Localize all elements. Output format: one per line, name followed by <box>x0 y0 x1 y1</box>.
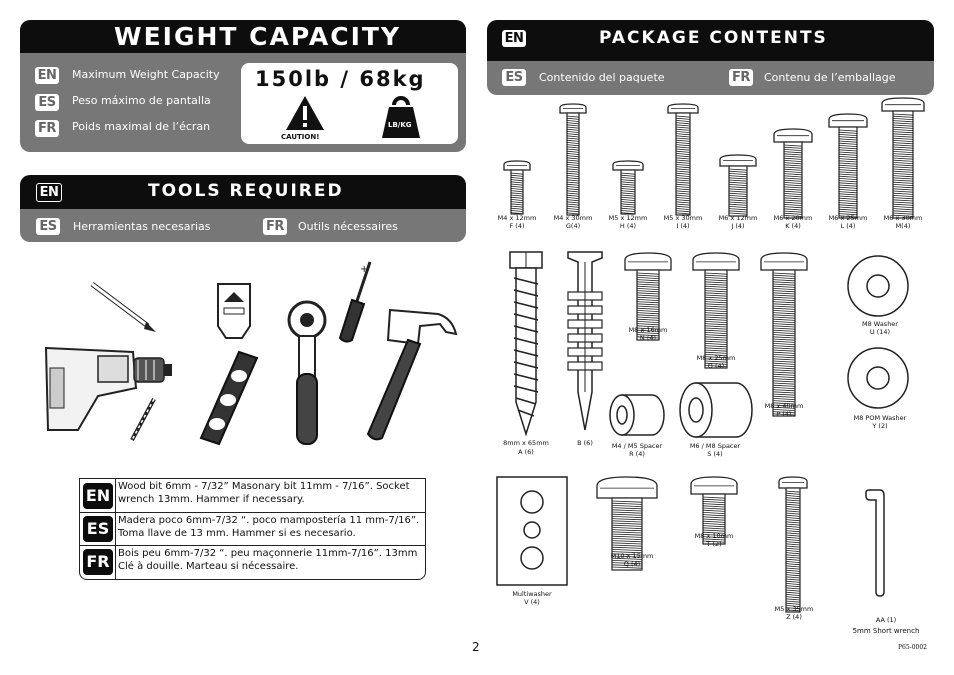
lang-badge-fr: FR <box>35 120 59 137</box>
note-en-line2: wrench 13mm. Hammer if necessary. <box>118 494 305 505</box>
screw-row1-2-icon <box>610 160 646 216</box>
screw-row1-6-icon <box>826 113 870 220</box>
notes-col-divider <box>115 479 116 579</box>
multiwasher-icon <box>496 476 568 586</box>
note-lang-fr: FR <box>83 549 113 575</box>
drill-bit-icon <box>126 396 158 444</box>
screw-row1-size-7: M6 x 30mm <box>883 214 923 222</box>
note-en <box>118 480 458 506</box>
weight-capacity-header <box>20 20 466 53</box>
part-t-size: M8 x 10mm <box>694 532 734 540</box>
tool-notes-box <box>79 478 426 580</box>
weight-row-es: Peso máximo de pantalla <box>72 94 211 107</box>
note-fr-line1: Bois peu 6mm-7/32 “. peu maçonnerie 11mm-7/16”. 13mm <box>118 548 418 559</box>
note-fr-line2: Clé à douille. Marteau si nécessaire. <box>118 561 299 572</box>
screw-row1-code-1: G(4) <box>565 222 581 230</box>
tools-subheader <box>20 209 466 242</box>
part-q-size: M10 x 15mm <box>610 552 654 560</box>
weight-icon <box>381 95 421 139</box>
capacity-value: 150lb / 68kg <box>255 67 426 91</box>
screw-row1-size-1: M4 x 30mm <box>553 214 593 222</box>
caution-label: CAUTION! <box>281 133 320 141</box>
pom-washer-icon <box>846 346 910 410</box>
hammer-icon <box>360 304 460 444</box>
package-title: PACKAGE CONTENTS <box>599 28 828 48</box>
screw-row1-size-5: M6 x 20mm <box>773 214 813 222</box>
tools-fr-text: Outils nécessaires <box>298 220 398 233</box>
part-a-code: A (6) <box>518 448 534 456</box>
screw-row1-code-5: K (4) <box>785 222 801 230</box>
screw-row1-size-2: M5 x 12mm <box>608 214 648 222</box>
part-y-size: M8 POM Washer <box>853 414 907 422</box>
screw-row1-0-icon <box>501 160 533 216</box>
part-u-size: M8 Washer <box>862 320 898 328</box>
part-o-icon <box>690 252 742 370</box>
screw-row1-5-icon <box>771 128 815 220</box>
package-es-text: Contenido del paquete <box>539 71 665 84</box>
package-lang-en: EN <box>502 30 526 47</box>
screw-row1-size-0: M4 x 12mm <box>497 214 537 222</box>
part-z-size: M5 x 35mm <box>774 605 814 613</box>
part-p-icon <box>758 252 810 418</box>
package-fr-text: Contenu de l’emballage <box>764 71 896 84</box>
part-s-code: S (4) <box>707 450 723 458</box>
note-es <box>118 514 458 540</box>
lang-badge-en: EN <box>35 67 59 84</box>
package-lang-fr: FR <box>729 69 753 86</box>
part-v-code: V (4) <box>524 598 540 606</box>
tools-es-text: Herramientas necesarias <box>73 220 211 233</box>
part-p-code: P (4) <box>776 410 792 418</box>
part-t-code: T (2) <box>706 540 722 548</box>
part-u-code: U (14) <box>869 328 891 336</box>
screw-row1-code-6: L (4) <box>840 222 856 230</box>
page-number: 2 <box>472 640 480 654</box>
note-lang-es: ES <box>83 516 113 542</box>
part-b-label: B (6) <box>577 439 593 447</box>
part-p-size: M8 x 40mm <box>764 402 804 410</box>
part-n-code: N (4) <box>639 334 657 342</box>
large-spacer-icon <box>676 380 756 440</box>
screw-row1-size-3: M5 x 30mm <box>663 214 703 222</box>
package-header <box>487 20 934 61</box>
package-subheader <box>487 61 934 95</box>
screw-row1-7-icon <box>879 97 927 220</box>
small-spacer-icon <box>608 392 666 438</box>
note-lang-en: EN <box>83 483 113 509</box>
capacity-box <box>241 63 458 144</box>
part-s-size: M6 / M8 Spacer <box>689 442 741 450</box>
part-aa-code: AA (1) <box>875 616 897 624</box>
part-q-code: Q (4) <box>623 560 641 568</box>
document-code: P65-0002 <box>898 644 927 651</box>
part-a-size: 8mm x 65mm <box>503 439 549 447</box>
notes-divider-2 <box>80 545 425 546</box>
weight-capacity-panel <box>20 53 466 152</box>
tools-lang-fr: FR <box>263 218 287 235</box>
wall-anchor-icon <box>562 252 608 432</box>
part-aa-size: 5mm Short wrench <box>852 627 920 635</box>
part-r-size: M4 / M5 Spacer <box>611 442 663 450</box>
part-o-code: O (4) <box>707 362 725 370</box>
note-es-line1: Madera poco 6mm-7/32 “. poco mampostería 11 mm-7/16”. <box>118 515 420 526</box>
part-z-code: Z (4) <box>786 613 802 621</box>
part-y-code: Y (2) <box>872 422 888 430</box>
hex-wrench-icon <box>860 488 896 598</box>
level-tool-icon <box>195 350 261 446</box>
pencil-icon <box>88 280 160 335</box>
screw-row1-code-3: I (4) <box>676 222 690 230</box>
tools-header <box>20 175 466 209</box>
weight-capacity-title: WEIGHT CAPACITY <box>114 22 402 51</box>
tools-lang-en: EN <box>36 183 62 202</box>
tools-title: TOOLS REQUIRED <box>148 181 344 201</box>
screw-row1-code-2: H (4) <box>619 222 637 230</box>
svg-text:+: + <box>360 264 369 275</box>
part-o-size: M8 x 25mm <box>696 354 736 362</box>
note-es-line2: Toma llave de 13 mm. Hammer si es necesario. <box>118 528 356 539</box>
part-v-size: Multiwasher <box>512 590 552 598</box>
tools-lang-es: ES <box>36 218 60 235</box>
lang-badge-es: ES <box>35 94 59 111</box>
note-fr <box>118 547 458 573</box>
part-z-icon <box>776 476 810 614</box>
screw-row1-code-7: M(4) <box>895 222 911 230</box>
note-en-line1: Wood bit 6mm - 7/32” Masonary bit 11mm - 7/16”. Socket <box>118 481 410 492</box>
weight-row-en: Maximum Weight Capacity <box>72 68 220 81</box>
screw-row1-4-icon <box>717 154 759 218</box>
screw-row1-3-icon <box>665 103 701 217</box>
part-n-size: M8 x 16mm <box>628 326 668 334</box>
socket-wrench-icon <box>285 298 331 448</box>
weight-row-fr: Poids maximal de l’écran <box>72 120 211 133</box>
screw-row1-size-6: M6 x 25mm <box>828 214 868 222</box>
package-lang-es: ES <box>502 69 526 86</box>
stud-finder-icon <box>214 274 254 342</box>
screw-row1-1-icon <box>557 103 589 217</box>
m8-washer-icon <box>846 254 910 318</box>
screw-row1-size-4: M6 x 12mm <box>718 214 758 222</box>
notes-divider-1 <box>80 512 425 513</box>
screw-row1-code-4: J (4) <box>731 222 745 230</box>
weight-unit-label: LB/KG <box>388 121 412 129</box>
caution-icon <box>285 95 325 131</box>
lag-bolt-icon <box>506 252 546 436</box>
screw-row1-code-0: F (4) <box>509 222 525 230</box>
part-r-code: R (4) <box>629 450 645 458</box>
